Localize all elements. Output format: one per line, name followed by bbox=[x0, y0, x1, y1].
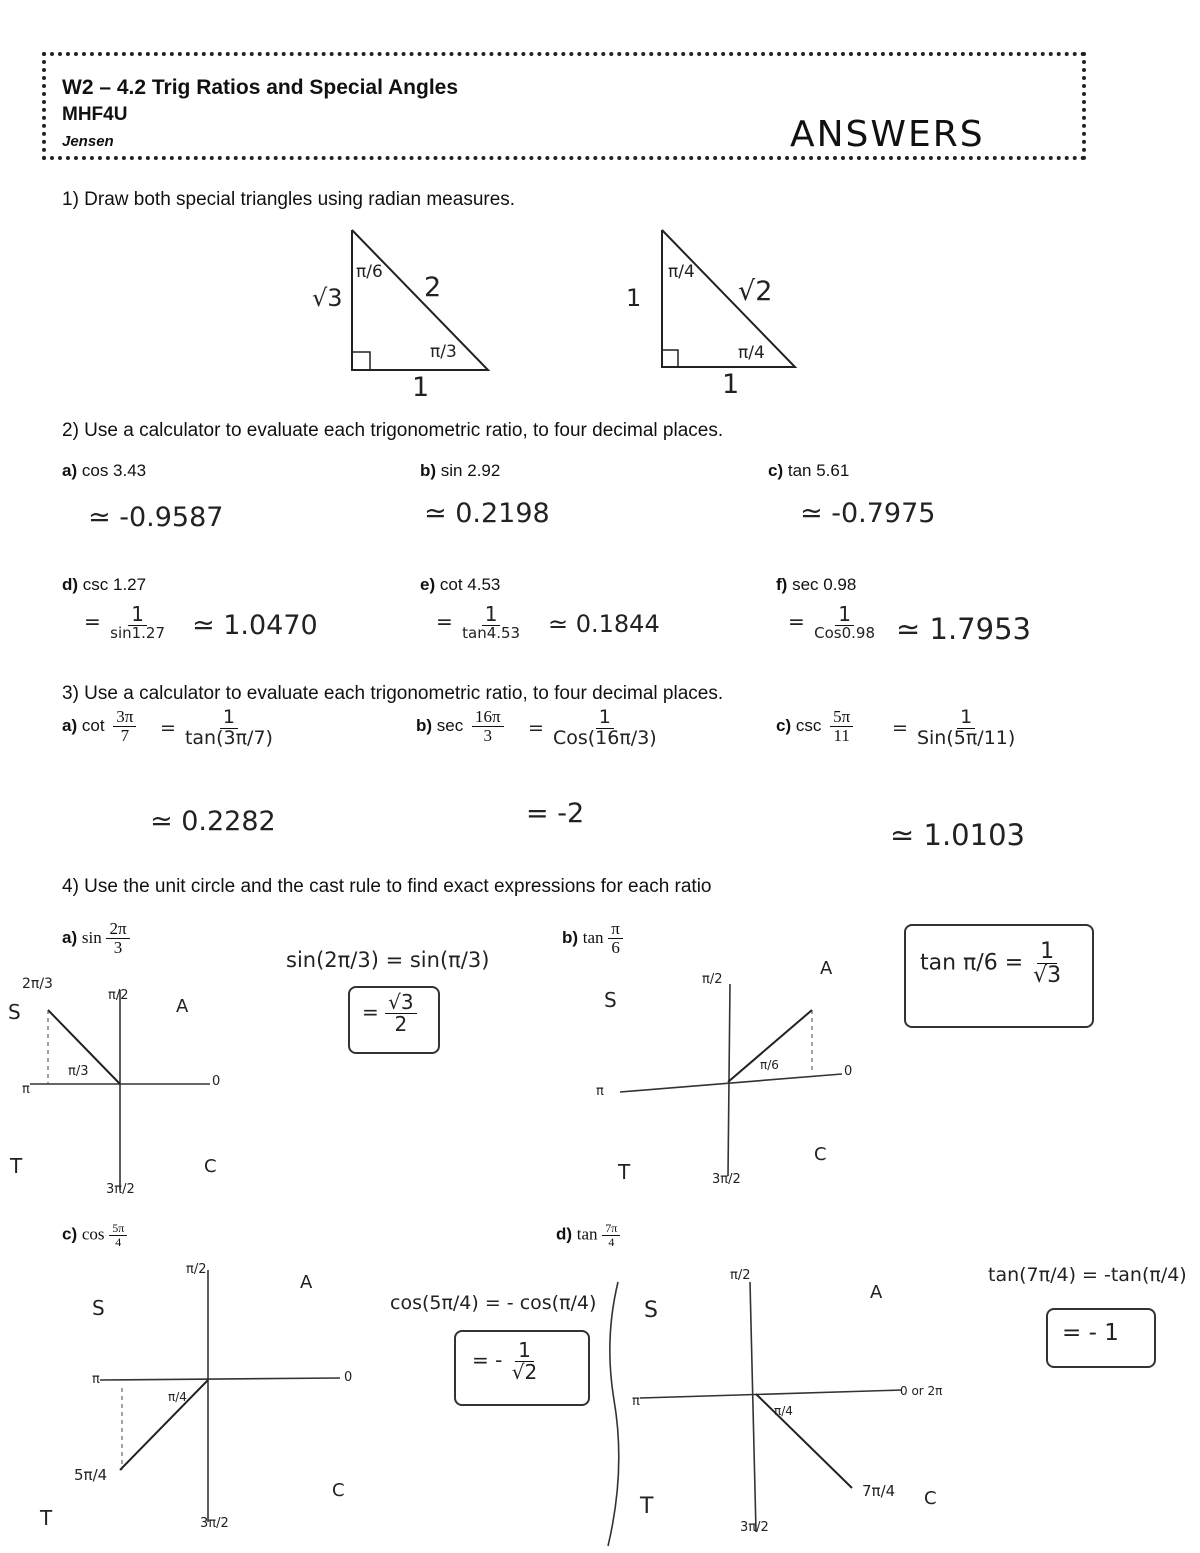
q2b-item: b) sin 2.92 bbox=[420, 461, 501, 480]
tri1-hyp-label: 2 bbox=[424, 272, 442, 303]
q4d-axis-bottom: 3π/2 bbox=[740, 1520, 769, 1535]
q2-prompt: 2) Use a calculator to evaluate each trigonometric ratio, to four decimal places. bbox=[62, 420, 724, 441]
q4a-axis-left: π bbox=[22, 1082, 30, 1097]
q4b-axis-right: 0 bbox=[844, 1064, 853, 1079]
q2b-answer: ≃ 0.2198 bbox=[424, 498, 550, 529]
q2e-work: = $\frac{1}{\tan 4.53}$ bbox=[436, 602, 521, 642]
tri2-bottom-angle: π/4 bbox=[738, 343, 765, 363]
q3a-item: a) cot $\frac{3\pi}{7}$ bbox=[62, 708, 136, 745]
q2a-item: a) cos 3.43 bbox=[62, 461, 147, 480]
tri1-base-label: 1 bbox=[412, 372, 430, 403]
q4b-quad-c: C bbox=[814, 1144, 827, 1165]
q4d-divider bbox=[600, 1280, 630, 1550]
q4a-quad-c: C bbox=[204, 1156, 217, 1177]
q4d-quad-s: S bbox=[644, 1298, 658, 1323]
q4a-quad-a: A bbox=[176, 996, 189, 1017]
q4c-work: cos(5π/4) = - cos(π/4) bbox=[390, 1292, 597, 1314]
q4c-answer: = - $\frac{1}{√2}$ bbox=[472, 1338, 538, 1384]
tri1-side-label: √3 bbox=[312, 284, 343, 312]
q1-prompt: 1) Draw both special triangles using radian measures. bbox=[62, 189, 516, 210]
tri2-hyp-label: √2 bbox=[738, 276, 773, 307]
q4b-quad-s: S bbox=[604, 988, 617, 1012]
q4d-axis-left: π bbox=[632, 1394, 640, 1409]
tri1-top-angle: π/6 bbox=[356, 262, 383, 282]
q4a-quad-s: S bbox=[8, 1000, 21, 1024]
q3b-item: b) sec $\frac{16\pi}{3}$ bbox=[416, 708, 504, 745]
q4c-axis-bottom: 3π/2 bbox=[200, 1516, 229, 1531]
tri1-bottom-angle: π/3 bbox=[430, 342, 457, 362]
q4b-quad-t: T bbox=[618, 1160, 631, 1184]
course-code: MHF4U bbox=[62, 104, 128, 125]
q4a-answer: = $\frac{√3}{2}$ bbox=[362, 992, 417, 1035]
answers-stamp: ANSWERS bbox=[790, 114, 985, 155]
teacher-name: Jensen bbox=[62, 133, 114, 150]
triangle-45-45-90 bbox=[650, 222, 810, 382]
q4d-axis-right: 0 or 2π bbox=[900, 1384, 943, 1398]
q2e-item: e) cot 4.53 bbox=[420, 575, 501, 594]
q3c-answer: ≃ 1.0103 bbox=[890, 818, 1025, 852]
q4d-quad-c: C bbox=[924, 1488, 937, 1509]
q4a-work: sin(2π/3) = sin(π/3) bbox=[286, 948, 490, 972]
q4a-axis-bottom: 3π/2 bbox=[106, 1182, 135, 1197]
q4d-angle: 7π/4 bbox=[862, 1482, 896, 1500]
q2f-item: f) sec 0.98 bbox=[776, 575, 857, 594]
q4a-axis-top: π/2 bbox=[108, 988, 129, 1003]
q4a-quad-t: T bbox=[10, 1154, 23, 1178]
q4a-item: a) sin $\frac{2\pi}{3}$ bbox=[62, 920, 130, 957]
q4b-quad-a: A bbox=[820, 958, 833, 979]
q4a-axis-right: 0 bbox=[212, 1074, 221, 1089]
q4c-angle: 5π/4 bbox=[74, 1466, 108, 1484]
q4d-item: d) tan $\frac{7\pi}{4}$ bbox=[556, 1222, 620, 1248]
q4c-ref-angle: π/4 bbox=[168, 1390, 187, 1404]
q3c-item: c) csc $\frac{5\pi}{11}$ bbox=[776, 708, 853, 745]
q2e-answer: ≃ 0.1844 bbox=[548, 610, 660, 638]
q4b-axis-top: π/2 bbox=[702, 972, 723, 987]
q4b-answer: tan π/6 = $\frac{1}{√3}$ bbox=[920, 939, 1062, 989]
q4c-axis-right: 0 bbox=[344, 1370, 353, 1385]
q4c-item: c) cos $\frac{5\pi}{4}$ bbox=[62, 1222, 127, 1248]
q4c-quad-s: S bbox=[92, 1296, 105, 1320]
q2f-work: = $\frac{1}{\text{Cos0.98}}$ bbox=[788, 602, 875, 642]
q4a-ref-angle: π/3 bbox=[68, 1064, 89, 1079]
q4b-item: b) tan $\frac{\pi}{6}$ bbox=[562, 920, 623, 957]
q3a-answer: ≃ 0.2282 bbox=[150, 806, 276, 837]
q2c-item: c) tan 5.61 bbox=[768, 461, 850, 480]
q4c-axis-left: π bbox=[92, 1372, 100, 1387]
q4d-axis-top: π/2 bbox=[730, 1268, 751, 1283]
q4d-quad-t: T bbox=[640, 1494, 654, 1519]
tri2-base-label: 1 bbox=[722, 369, 740, 400]
triangle-30-60-90 bbox=[340, 222, 500, 382]
q4d-ref-angle: π/4 bbox=[774, 1404, 793, 1418]
q4c-unit-circle bbox=[100, 1270, 360, 1530]
q4d-work: tan(7π/4) = -tan(π/4) bbox=[988, 1264, 1187, 1286]
q4a-angle: 2π/3 bbox=[22, 976, 53, 992]
q3c-work: = $\frac{1}{\text{Sin(5π/11)}}$ bbox=[892, 706, 1016, 749]
q4c-axis-top: π/2 bbox=[186, 1262, 207, 1277]
q2d-answer: ≃ 1.0470 bbox=[192, 610, 318, 641]
tri2-side-label: 1 bbox=[626, 284, 642, 312]
q2a-answer: ≃ -0.9587 bbox=[88, 502, 224, 533]
q2d-item: d) csc 1.27 bbox=[62, 575, 147, 594]
q3-prompt: 3) Use a calculator to evaluate each trigonometric ratio, to four decimal places. bbox=[62, 683, 724, 704]
q4b-axis-left: π bbox=[596, 1084, 604, 1099]
q2c-answer: ≃ -0.7975 bbox=[800, 498, 936, 529]
q4d-answer: = - 1 bbox=[1062, 1320, 1119, 1346]
q2f-answer: ≃ 1.7953 bbox=[896, 612, 1031, 646]
q4d-quad-a: A bbox=[870, 1282, 883, 1303]
q4c-quad-t: T bbox=[40, 1506, 53, 1530]
q3b-work: = $\frac{1}{\text{Cos(16π/3)}}$ bbox=[528, 706, 657, 749]
q4c-quad-c: C bbox=[332, 1480, 345, 1501]
q3a-work: = $\frac{1}{\tan(3\pi/7)}$ bbox=[160, 706, 273, 749]
q4-prompt: 4) Use the unit circle and the cast rule to find exact expressions for each ratio bbox=[62, 876, 712, 897]
tri2-top-angle: π/4 bbox=[668, 262, 695, 282]
worksheet-title: W2 – 4.2 Trig Ratios and Special Angles bbox=[62, 76, 459, 99]
q4b-ref-angle: π/6 bbox=[760, 1058, 779, 1072]
q4b-axis-bottom: 3π/2 bbox=[712, 1172, 741, 1187]
q4c-quad-a: A bbox=[300, 1272, 313, 1293]
q2d-work: = $\frac{1}{\sin 1.27}$ bbox=[84, 602, 166, 642]
q3b-answer: = -2 bbox=[526, 798, 585, 829]
